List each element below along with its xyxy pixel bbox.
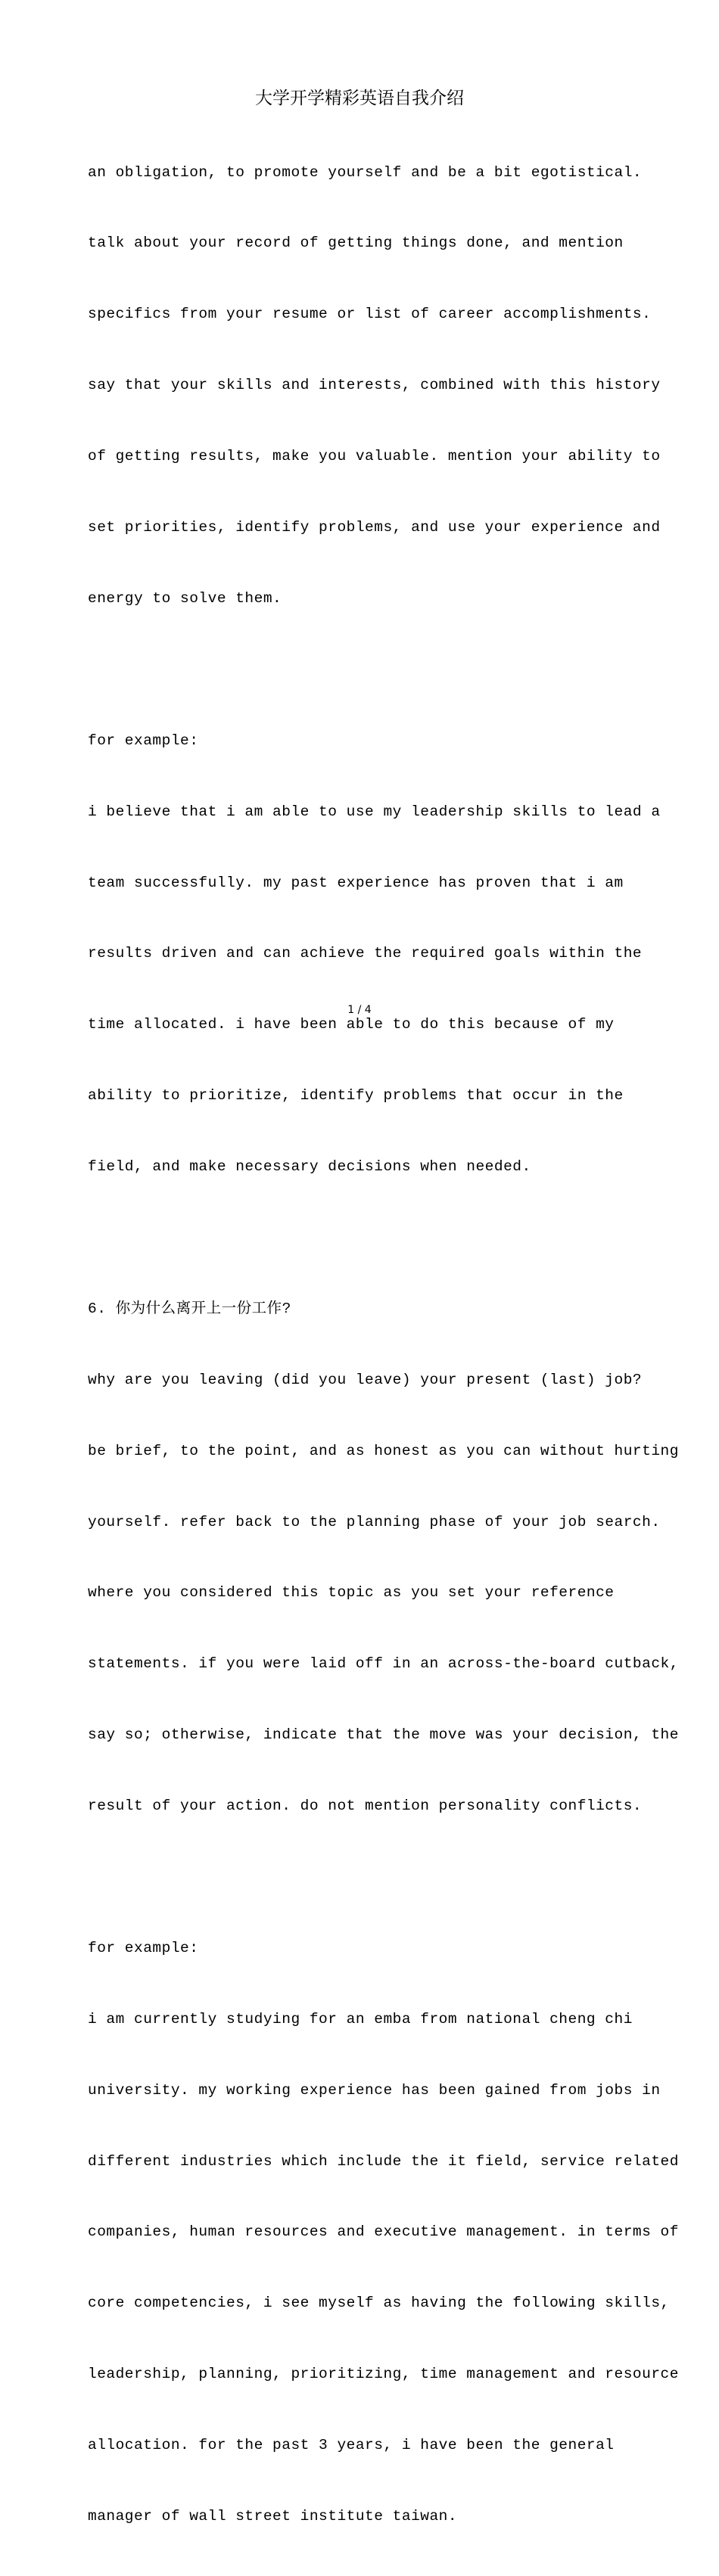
body-line: time allocated. i have been able to do this because of my: [88, 1016, 615, 1033]
blank-line: [88, 1226, 693, 1250]
body-line: why are you leaving (did you leave) your present (last) job?: [88, 1371, 643, 1388]
page-number: 1 / 4: [347, 1004, 372, 1016]
body-line: core competencies, i see myself as having the following skills,: [88, 2295, 670, 2312]
document-title: 大学开学精彩英语自我介绍: [255, 89, 464, 108]
body-line: result of your action. do not mention personality conflicts.: [88, 1798, 643, 1815]
body-line: allocation. for the past 3 years, i have been the general: [88, 2437, 615, 2454]
body-line: results driven and can achieve the required goals within the: [88, 945, 643, 962]
body-line: i believe that i am able to use my leadership skills to lead a: [88, 803, 661, 820]
body-line: different industries which include the it field, service related: [88, 2152, 679, 2170]
body-line: yourself. refer back to the planning phase of your job search.: [88, 1513, 661, 1530]
blank-line: [88, 658, 693, 682]
example-heading: for example:: [88, 732, 199, 749]
question-heading: 6. 你为什么离开上一份工作?: [88, 1300, 291, 1317]
body-line: companies, human resources and executive management. in terms of: [88, 2223, 679, 2241]
body-line: say that your skills and interests, combined with this history: [88, 377, 661, 394]
blank-line: [88, 1866, 693, 1889]
body-line: ability to prioritize, identify problems that occur in the: [88, 1087, 624, 1105]
body-line: where you considered this topic as you set your reference: [88, 1584, 615, 1602]
body-line: set priorities, identify problems, and use your experience and: [88, 519, 661, 536]
body-line: leadership, planning, prioritizing, time management and resource: [88, 2366, 679, 2383]
body-line: field, and make necessary decisions when needed.: [88, 1158, 531, 1176]
body-line: statements. if you were laid off in an across-the-board cutback,: [88, 1655, 679, 1673]
body-line: an obligation, to promote yourself and be a bit egotistical.: [88, 163, 643, 181]
body-line: specifics from your resume or list of career accomplishments.: [88, 306, 652, 323]
body-line: say so; otherwise, indicate that the move was your decision, the: [88, 1726, 679, 1744]
body-line: energy to solve them.: [88, 589, 282, 607]
body-line: be brief, to the point, and as honest as you can without hurting: [88, 1442, 679, 1459]
body-line: i am currently studying for an emba from national cheng chi: [88, 2010, 633, 2028]
example-heading: for example:: [88, 1939, 199, 1956]
body-line: team successfully. my past experience has proven that i am: [88, 874, 624, 891]
body-line: of getting results, make you valuable. mention your ability to: [88, 448, 661, 465]
document-body: [88, 113, 693, 2576]
body-line: manager of wall street institute taiwan.: [88, 2507, 458, 2525]
body-line: university. my working experience has been gained from jobs in: [88, 2081, 661, 2099]
body-line: talk about your record of getting things done, and mention: [88, 235, 624, 252]
